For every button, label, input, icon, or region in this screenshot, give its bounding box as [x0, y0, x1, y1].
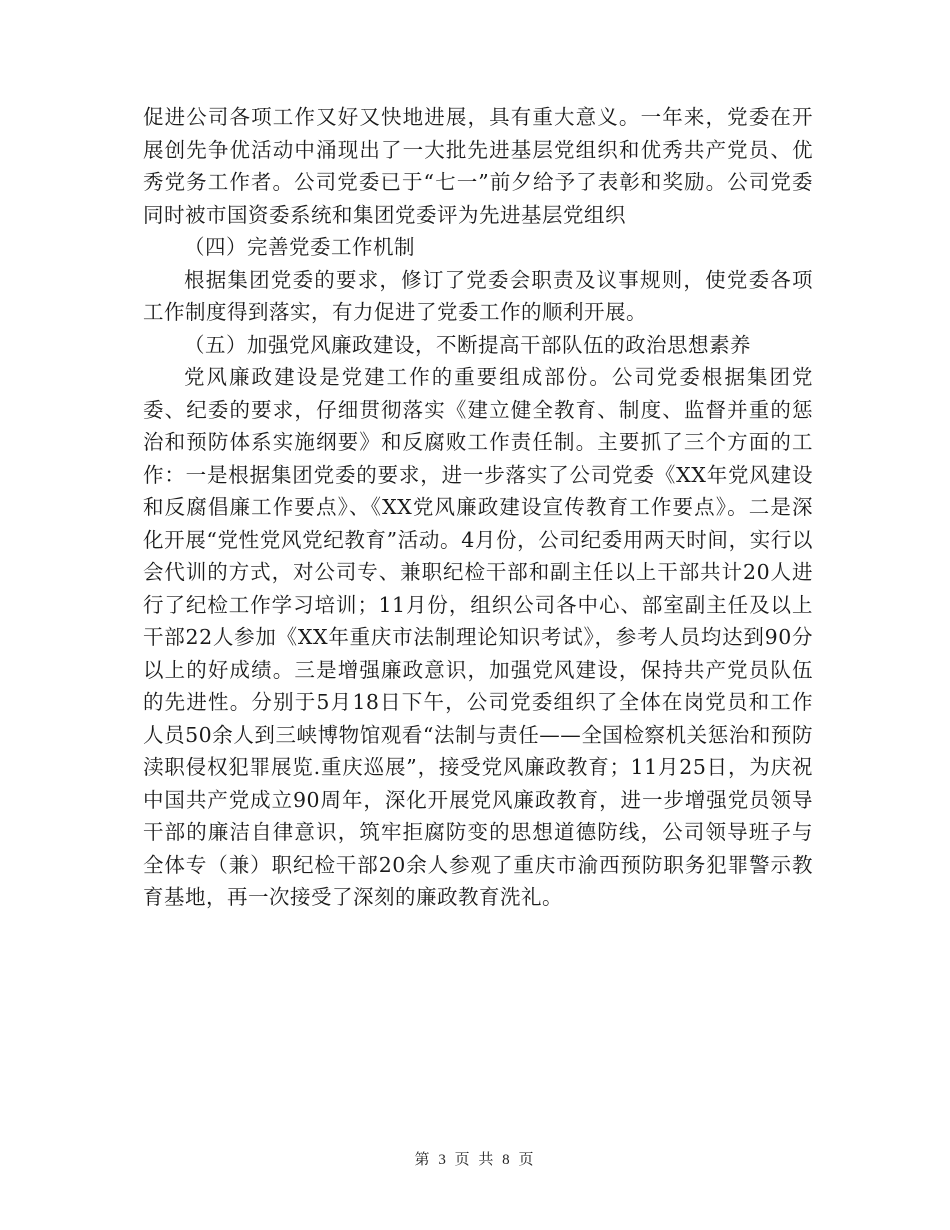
footer-page-number: 3 [438, 1152, 448, 1168]
footer-prefix: 第 [414, 1150, 432, 1168]
document-body [143, 101, 813, 914]
section-heading-5: （五）加强党风廉政建设，不断提高干部队伍的政治思想素养 [184, 332, 751, 357]
paragraph-integrity: 党风廉政建设是党建工作的重要组成部份。公司党委根据集团党委、纪委的要求，仔细贯彻落实《建立健全教育、制度、监督并重的惩治和预防体系实施纲要》和反腐败工作责任制。主要抓了三个方面的工作：一是根据集团党委的要求，进一步落实了公司党委《XX年党风建设和反腐倡廉工作要点》、《XX党风廉政建设宣传教育工作要点》。二是深化开展“党性党风党纪教育”活动。4月份，公司纪委用两天时间，实行以会代训的方式，对公司专、兼职纪检干部和副主任以上干部共计20人进行了纪检工作学习培训；11月份，组织公司各中心、部室副主任及以上干部22人参加《XX年重庆市法制理论知识考试》，参考人员均达到90分以上的好成绩。三是增强廉政意识，加强党风建设，保持共产党员队伍的先进性。分别于5月18日下午，公司党委组织了全体在岗党员和工作人员50余人到三峡博物馆观看“法制与责任——全国检察机关惩治和预防渎职侵权犯罪展览.重庆巡展”，接受党风廉政教育；11月25日，为庆祝中国共产党成立90周年，深化开展党风廉政教育，进一步增强党员领导干部的廉洁自律意识，筑牢拒腐防变的思想道德防线，公司领导班子与全体专（兼）职纪检干部20余人参观了重庆市渝西预防职务犯罪警示教育基地，再一次接受了深刻的廉政教育洗礼。 [143, 365, 813, 909]
page-footer [0, 1148, 950, 1169]
footer-middle: 页 共 [454, 1150, 496, 1168]
paragraph-continuation: 促进公司各项工作又好又快地进展，具有重大意义。一年来，党委在开展创先争优活动中涌现出了一大批先进基层党组织和优秀共产党员、优秀党务工作者。公司党委已于“七一”前夕给予了表彰和奖励。公司党委同时被市国资委系统和集团党委评为先进基层党组织 [143, 105, 813, 227]
section-heading-4: （四）完善党委工作机制 [184, 235, 415, 259]
footer-suffix: 页 [518, 1150, 536, 1168]
footer-total-pages: 8 [502, 1152, 512, 1168]
paragraph-mechanism: 根据集团党委的要求，修订了党委会职责及议事规则，使党委各项工作制度得到落实，有力促进了党委工作的顺利开展。 [143, 267, 813, 324]
